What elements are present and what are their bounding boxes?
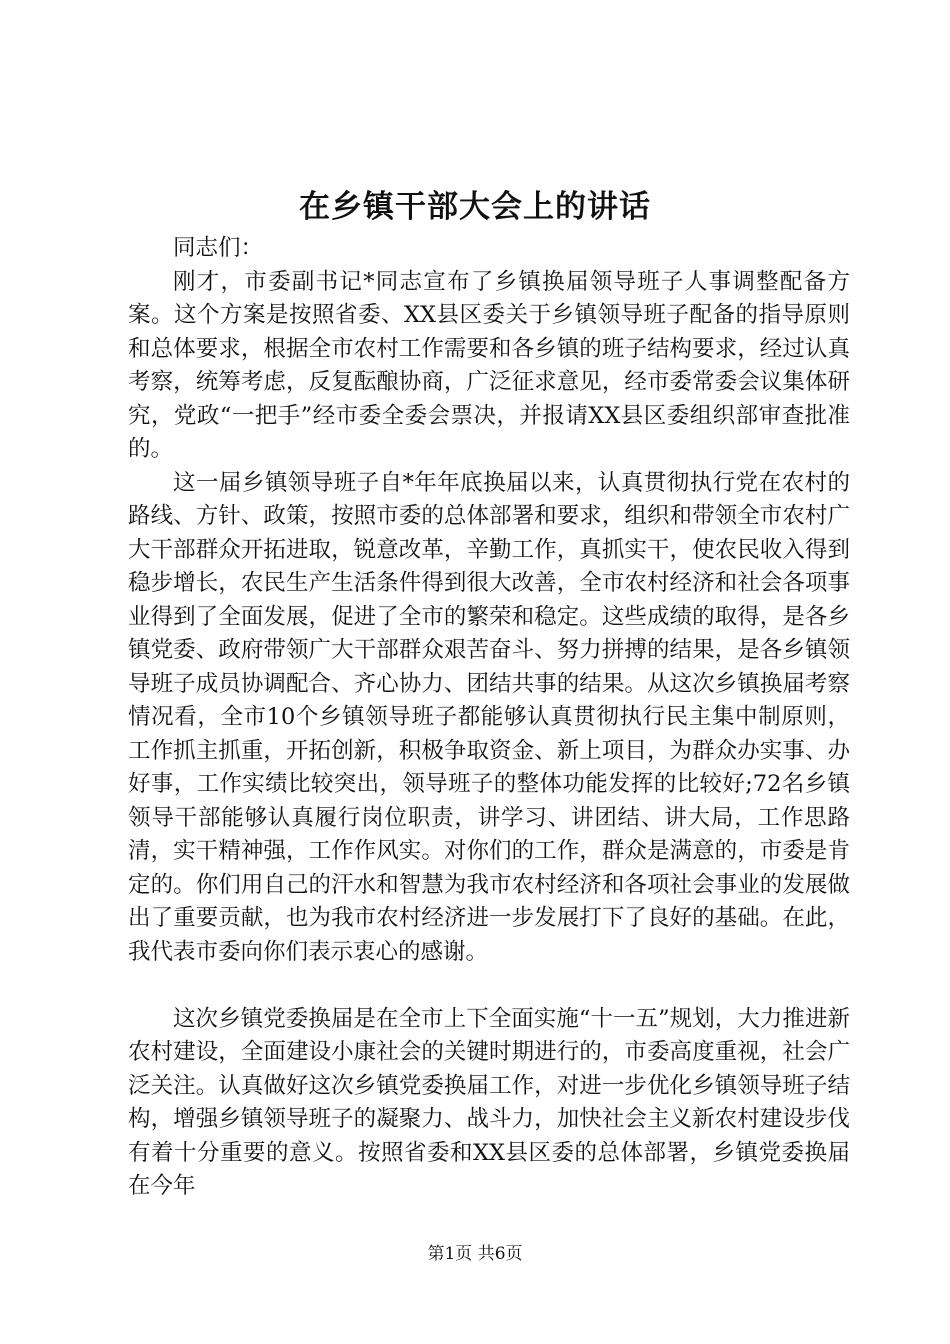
paragraph-3: 这次乡镇党委换届是在全市上下全面实施“十一五”规划，大力推进新农村建设，全面建设小康社会的关键时期进行的，市委高度重视，社会广泛关注。认真做好这次乡镇党委换届工作，对进一步优化乡镇领导班子结构，增强乡镇领导班子的凝聚力、战斗力，加快社会主义新农村建设步伐有着十分重要的意义。按照省委和XX县区委的总体部署，乡镇党委换届在今年 bbox=[128, 1005, 850, 1199]
salutation: 同志们： bbox=[173, 235, 264, 261]
document-body bbox=[128, 232, 850, 1204]
paragraph-1: 刚才，市委副书记*同志宣布了乡镇换届领导班子人事调整配备方案。这个方案是按照省委、XX县区委关于乡镇领导班子配备的指导原则和总体要求，根据全市农村工作需要和各乡镇的班子结构要求，经过认真考察，统筹考虑，反复酝酿协商，广泛征求意见，经市委常委会议集体研究，党政“一把手”经市委全委会票决，并报请XX县区委组织部审查批准的。 bbox=[128, 268, 850, 462]
document-title: 在乡镇干部大会上的讲话 bbox=[299, 189, 651, 225]
paragraph-2: 这一届乡镇领导班子自*年年底换届以来，认真贯彻执行党在农村的路线、方针、政策，按照市委的总体部署和要求，组织和带领全市农村广大干部群众开拓进取，锐意改革，辛勤工作，真抓实干，使农民收入得到稳步增长，农民生产生活条件得到很大改善，全市农村经济和社会各项事业得到了全面发展，促进了全市的繁荣和稳定。这些成绩的取得，是各乡镇党委、政府带领广大干部群众艰苦奋斗、努力拼搏的结果，是各乡镇领导班子成员协调配合、齐心协力、团结共事的结果。从这次乡镇换届考察情况看，全市10个乡镇领导班子都能够认真贯彻执行民主集中制原则，工作抓主抓重，开拓创新，积极争取资金、新上项目，为群众办实事、办好事，工作实绩比较突出，领导班子的整体功能发挥的比较好;72名乡镇领导干部能够认真履行岗位职责，讲学习、讲团结、讲大局，工作思路清，实干精神强，工作作风实。对你们的工作，群众是满意的，市委是肯定的。你们用自己的汗水和智慧为我市农村经济和各项社会事业的发展做出了重要贡献，也为我市农村经济进一步发展打下了良好的基础。在此，我代表市委向你们表示衷心的感谢。 bbox=[128, 469, 850, 965]
page-number-footer: 第1页 共6页 bbox=[427, 1244, 523, 1264]
